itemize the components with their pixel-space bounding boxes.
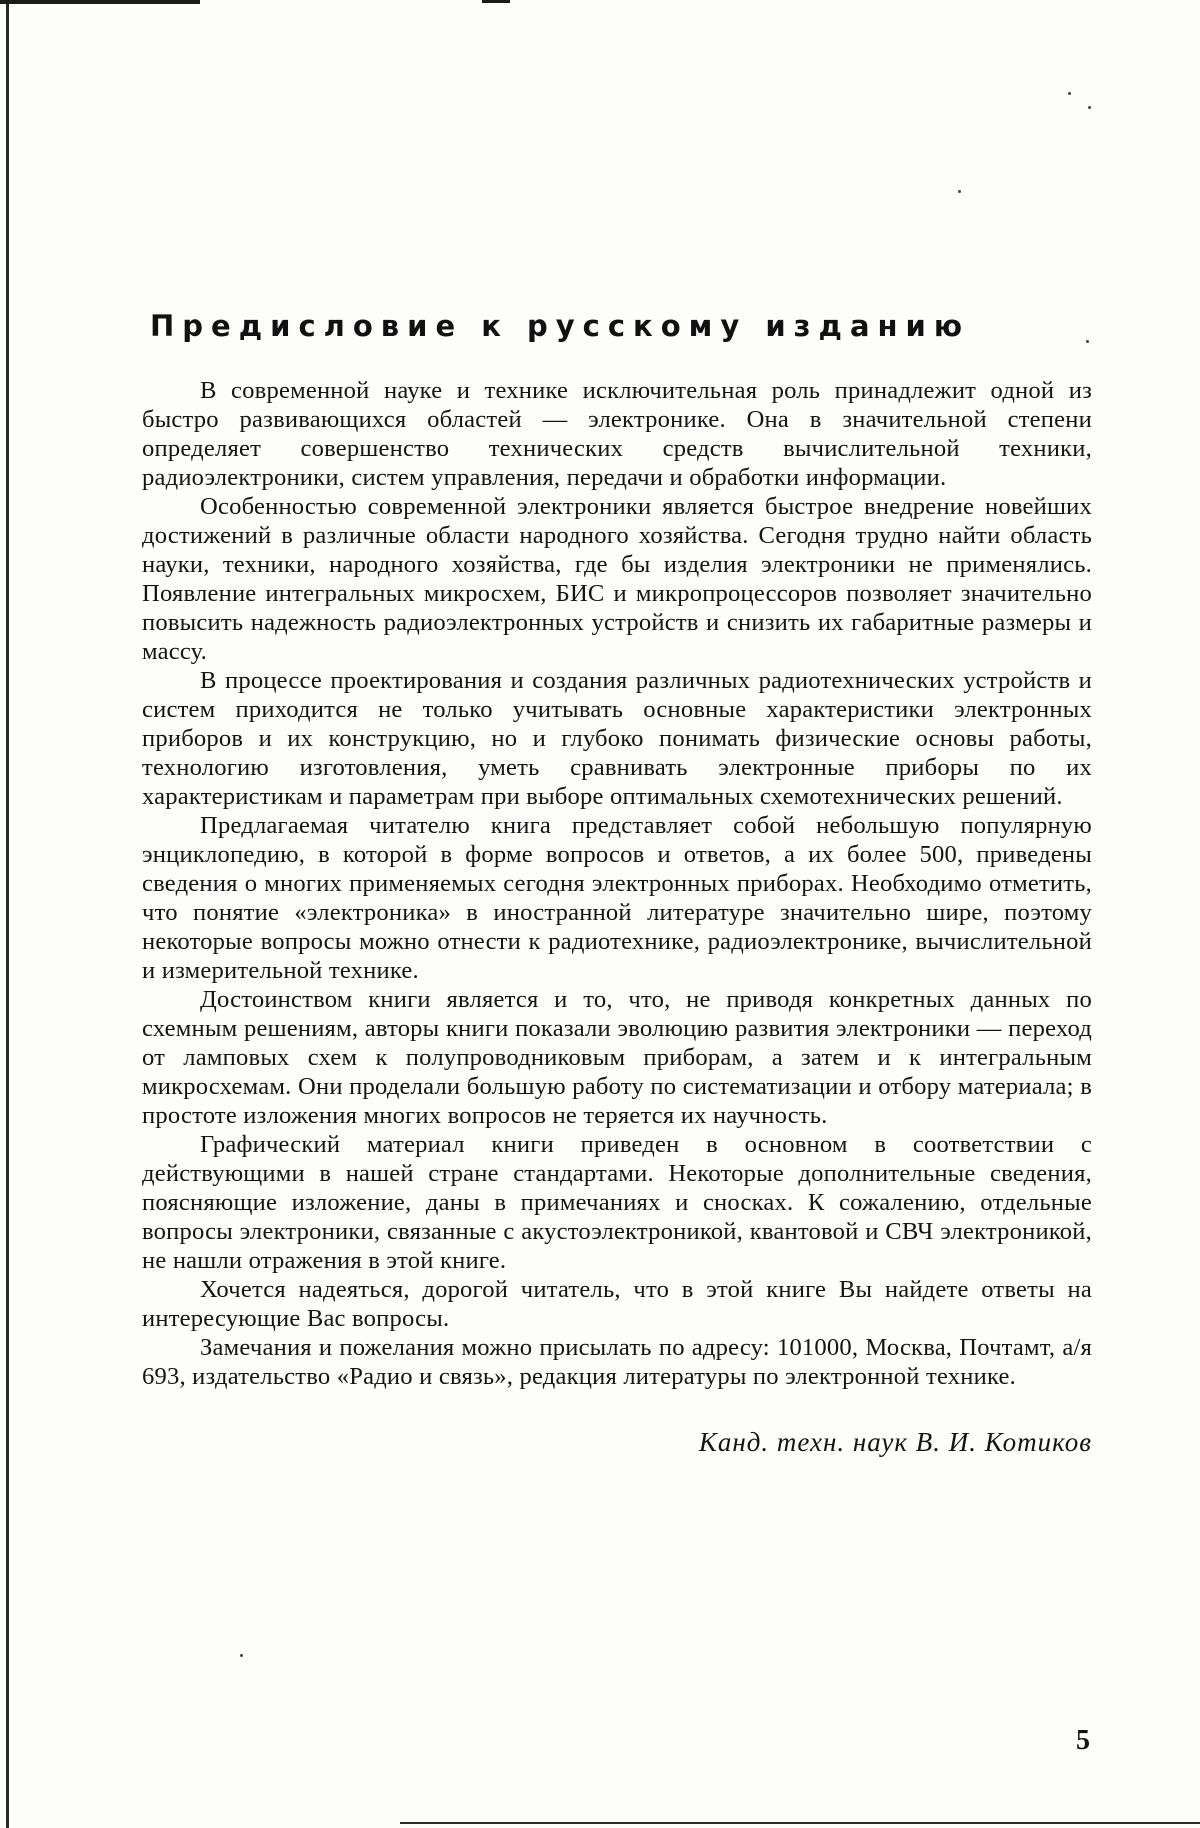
scan-speck — [958, 190, 961, 193]
paragraph: Графический материал книги приведен в основном в соответствии с действующими в нашей стране стандартами. Некоторые дополнительные сведения, поясняющие изложение, даны в примечаниях и сносках. К сожалению, отдельные вопросы электроники, связанные с акустоэлектроникой, квантовой и СВЧ электроникой, не нашли отражения в этой книге. — [142, 1130, 1092, 1275]
paragraph: В процессе проектирования и создания различных радиотехнических устройств и систем приходится не только учитывать основные характеристики электронных приборов и их конструкцию, но и глубоко понимать физические основы работы, технологию изготовления, уметь сравнивать электронные приборы по их характеристикам и параметрам при выборе оптимальных схемотехнических решений. — [142, 666, 1092, 811]
page-title: Предисловие к русскому изданию — [150, 306, 1092, 346]
scan-edge-top-mark — [482, 0, 510, 3]
scan-speck — [1068, 92, 1071, 95]
paragraph: Достоинством книги является и то, что, не приводя конкретных данных по схемным решениям, авторы книги показали эволюцию развития электроники — переход от ламповых схем к полупроводниковым приборам, а затем и к интегральным микросхемам. Они проделали большую работу по систематизации и отбору материала; в простоте изложения многих вопросов не теряется их научность. — [142, 985, 1092, 1130]
paragraph: Замечания и пожелания можно присылать по адресу: 101000, Москва, Почтамт, а/я 693, издательство «Радио и связь», редакция литературы по электронной технике. — [142, 1333, 1092, 1391]
preface-content — [142, 306, 1092, 1459]
scan-edge-top — [0, 0, 200, 4]
scan-edge-left — [6, 0, 9, 1828]
scan-edge-bottom — [400, 1822, 1200, 1824]
paragraph: В современной науке и технике исключительная роль принадлежит одной из быстро развивающихся областей — электронике. Она в значительной степени определяет совершенство технических средств вычислительной техники, радиоэлектроники, систем управления, передачи и обработки информации. — [142, 376, 1092, 492]
paragraph: Предлагаемая читателю книга представляет собой небольшую популярную энциклопедию, в которой в форме вопросов и ответов, а их более 500, приведены сведения о многих применяемых сегодня электронных приборах. Необходимо отметить, что понятие «электроника» в иностранной литературе значительно шире, поэтому некоторые вопросы можно отнести к радиотехнике, радиоэлектронике, вычислительной и измерительной технике. — [142, 811, 1092, 985]
paragraph: Хочется надеяться, дорогой читатель, что в этой книге Вы найдете ответы на интересующие Вас вопросы. — [142, 1275, 1092, 1333]
paragraph: Особенностью современной электроники является быстрое внедрение новейших достижений в различные области народного хозяйства. Сегодня трудно найти область науки, техники, народного хозяйства, где бы изделия электроники не применялись. Появление интегральных микросхем, БИС и микропроцессоров позволяет значительно повысить надежность радиоэлектронных устройств и снизить их габаритные размеры и массу. — [142, 492, 1092, 666]
scan-speck — [1088, 106, 1091, 109]
scan-speck — [240, 1654, 243, 1657]
book-page — [0, 0, 1200, 1828]
author-signature: Канд. техн. наук В. И. Котиков — [142, 1425, 1092, 1459]
page-number: 5 — [1076, 1726, 1090, 1756]
